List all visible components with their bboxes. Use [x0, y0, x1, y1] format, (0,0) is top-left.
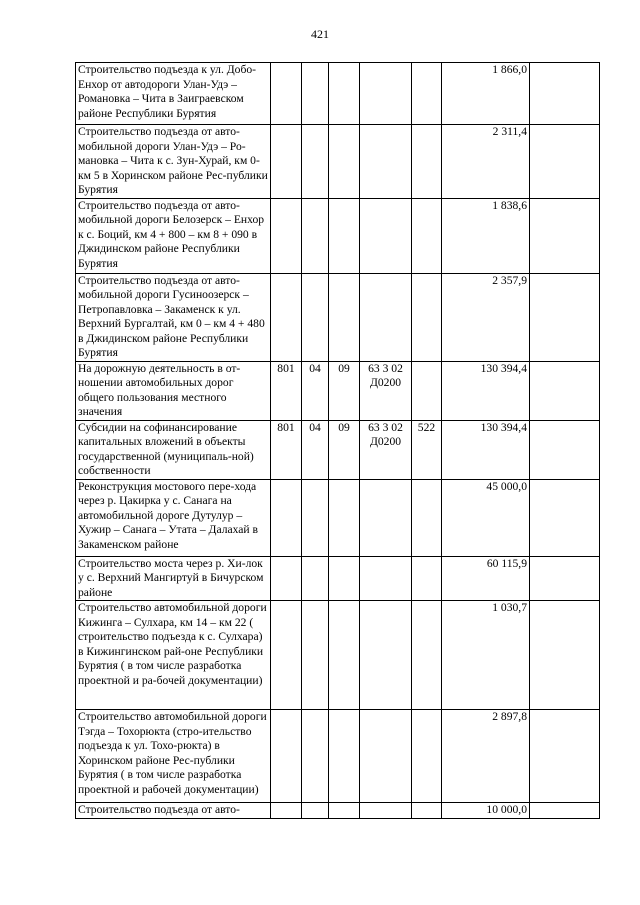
row-name: Строительство подъезда от авто- [76, 803, 271, 819]
table-row [76, 710, 600, 803]
amount: 60 115,9 [442, 556, 530, 601]
target-article [360, 125, 412, 199]
table-row [76, 361, 600, 420]
section-code [302, 601, 329, 710]
expense-type [412, 63, 442, 125]
subsection-code [329, 273, 360, 361]
expense-type [412, 361, 442, 420]
empty-cell [530, 63, 600, 125]
expense-type: 522 [412, 420, 442, 479]
empty-cell [530, 420, 600, 479]
ministry-code [271, 479, 302, 556]
subsection-code: 09 [329, 420, 360, 479]
expense-type [412, 803, 442, 819]
expense-type [412, 601, 442, 710]
amount: 2 897,8 [442, 710, 530, 803]
target-article [360, 479, 412, 556]
amount: 1 866,0 [442, 63, 530, 125]
amount: 45 000,0 [442, 479, 530, 556]
amount: 130 394,4 [442, 420, 530, 479]
empty-cell [530, 125, 600, 199]
ministry-code [271, 601, 302, 710]
target-article [360, 273, 412, 361]
target-article [360, 63, 412, 125]
section-code [302, 479, 329, 556]
ministry-code [271, 198, 302, 273]
ministry-code [271, 273, 302, 361]
subsection-code [329, 556, 360, 601]
table-row [76, 63, 600, 125]
ministry-code [271, 710, 302, 803]
expense-type [412, 710, 442, 803]
empty-cell [530, 273, 600, 361]
subsection-code [329, 63, 360, 125]
row-name: Строительство подъезда от авто-мобильной дороги Белозерск – Енхор к с. Боций, км 4 + 800 – км 8 + 090 в Джидинском районе Республики Бурятия [76, 198, 271, 273]
target-article: 63 3 02 Д0200 [360, 420, 412, 479]
row-name: Строительство моста через р. Хи-лок у с. Верхний Мангиртуй в Бичурском районе [76, 556, 271, 601]
target-article [360, 803, 412, 819]
row-name: Строительство подъезда от авто-мобильной дороги Улан-Удэ – Ро-мановка – Чита к с. Зун-Хурай, км 0- км 5 в Хоринском районе Рес-публики Бурятия [76, 125, 271, 199]
target-article [360, 556, 412, 601]
amount: 1 030,7 [442, 601, 530, 710]
expense-type [412, 273, 442, 361]
subsection-code: 09 [329, 361, 360, 420]
empty-cell [530, 556, 600, 601]
ministry-code [271, 803, 302, 819]
amount: 2 357,9 [442, 273, 530, 361]
empty-cell [530, 198, 600, 273]
ministry-code: 801 [271, 361, 302, 420]
subsection-code [329, 479, 360, 556]
empty-cell [530, 601, 600, 710]
amount: 10 000,0 [442, 803, 530, 819]
table-row [76, 273, 600, 361]
table-row [76, 420, 600, 479]
table-row [76, 556, 600, 601]
empty-cell [530, 803, 600, 819]
section-code [302, 273, 329, 361]
section-code [302, 198, 329, 273]
row-name: На дорожную деятельность в от-ношении автомобильных дорог общего пользования местного значения [76, 361, 271, 420]
expense-type [412, 125, 442, 199]
expense-type [412, 198, 442, 273]
table-row [76, 125, 600, 199]
section-code [302, 63, 329, 125]
amount: 2 311,4 [442, 125, 530, 199]
row-name: Строительство подъезда к ул. Добо-Енхор от автодороги Улан-Удэ – Романовка – Чита в Заиграевском районе Республики Бурятия [76, 63, 271, 125]
row-name: Строительство автомобильной дороги Кижинга – Сулхара, км 14 – км 22 ( строительство подъезда к с. Сулхара) в Кижингинском рай-оне Республики Бурятия ( в том числе разработка проектной и ра-бочей документации) [76, 601, 271, 710]
ministry-code [271, 556, 302, 601]
subsection-code [329, 198, 360, 273]
subsection-code [329, 125, 360, 199]
target-article [360, 198, 412, 273]
section-code: 04 [302, 361, 329, 420]
table-row [76, 601, 600, 710]
empty-cell [530, 361, 600, 420]
target-article [360, 710, 412, 803]
target-article: 63 3 02 Д0200 [360, 361, 412, 420]
amount: 130 394,4 [442, 361, 530, 420]
empty-cell [530, 479, 600, 556]
section-code [302, 556, 329, 601]
ministry-code: 801 [271, 420, 302, 479]
subsection-code [329, 803, 360, 819]
row-name: Реконструкция мостового пере-хода через р. Цакирка у с. Санага на автомобильной дороге Дутулур – Хужир – Санага – Утата – Далахай в Закаменском районе [76, 479, 271, 556]
table-row [76, 803, 600, 819]
row-name: Субсидии на софинансирование капитальных вложений в объекты государственной (муниципаль-ной) собственности [76, 420, 271, 479]
subsection-code [329, 601, 360, 710]
target-article [360, 601, 412, 710]
section-code: 04 [302, 420, 329, 479]
ministry-code [271, 125, 302, 199]
expense-type [412, 479, 442, 556]
row-name: Строительство автомобильной дороги Тэгда – Тохорюкта (стро-ительство подъезда к ул. Тохо-рюкта) в Хоринском районе Рес-публики Бурятия ( в том числе разработка проектной и рабочей документации) [76, 710, 271, 803]
section-code [302, 125, 329, 199]
page-number: 421 [311, 27, 329, 41]
table-row [76, 198, 600, 273]
section-code [302, 803, 329, 819]
amount: 1 838,6 [442, 198, 530, 273]
row-name: Строительство подъезда от авто-мобильной дороги Гусиноозерск – Петропавловка – Закаменск к ул. Верхний Бургалтай, км 0 – км 4 + 480 в Джидинском районе Республики Бурятия [76, 273, 271, 361]
subsection-code [329, 710, 360, 803]
section-code [302, 710, 329, 803]
table-row [76, 479, 600, 556]
empty-cell [530, 710, 600, 803]
budget-table [75, 62, 600, 819]
ministry-code [271, 63, 302, 125]
expense-type [412, 556, 442, 601]
